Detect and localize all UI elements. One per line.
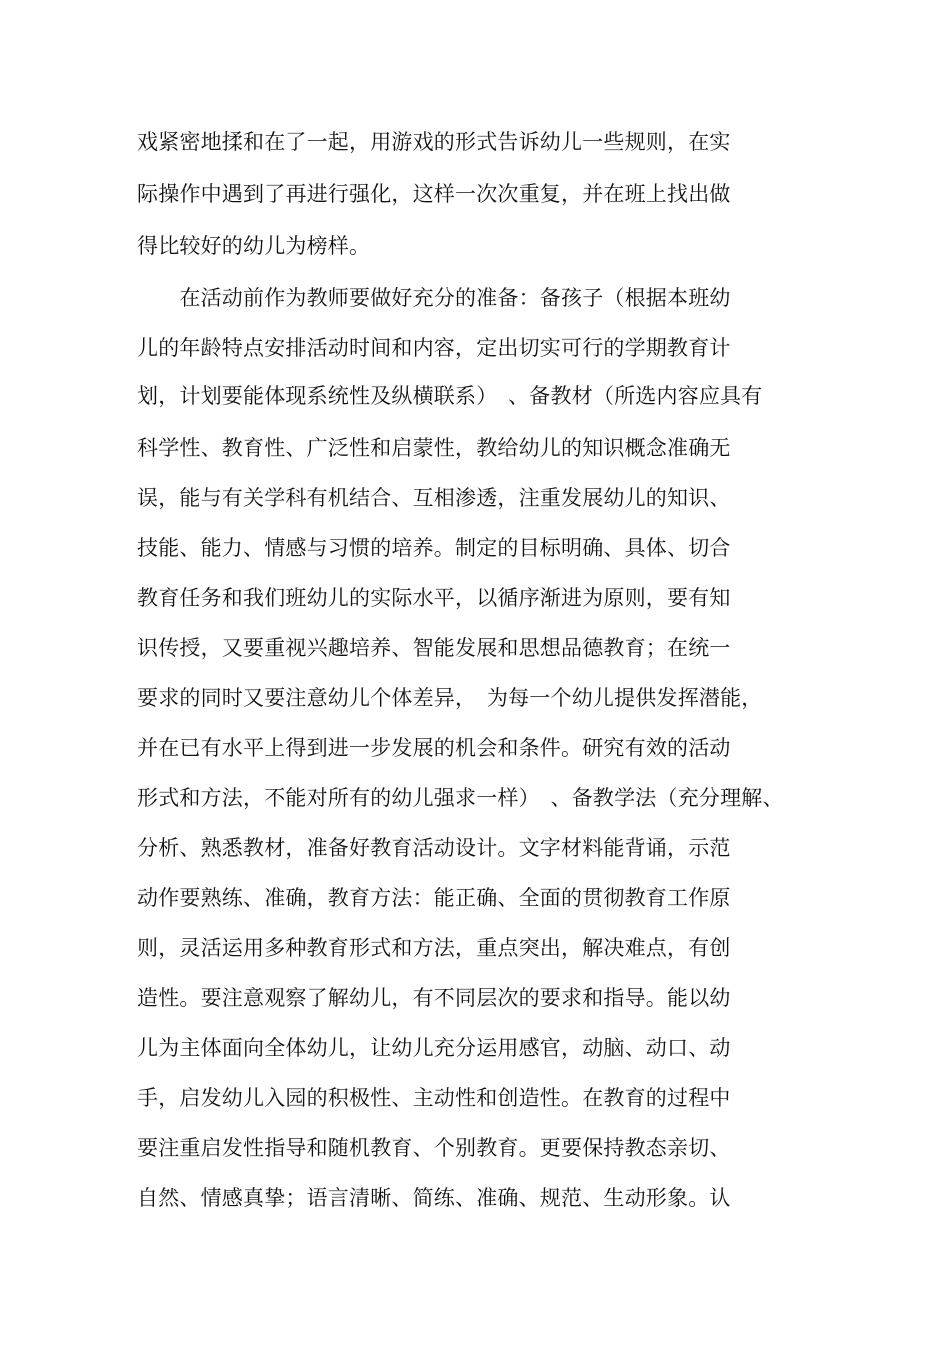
text-line-6: 划，计划要能体现系统性及纵横联系） 、备教材（所选内容应具有 — [137, 384, 763, 408]
text-line-16: 动作要熟练、准确，教育方法：能正确、全面的贯彻教育工作原 — [137, 886, 731, 910]
text-line-14: 形式和方法，不能对所有的幼儿强求一样） 、备教学法（充分理解、 — [137, 786, 784, 810]
text-line-21: 要注重启发性指导和随机教育、个别教育。更要保持教态亲切、 — [137, 1136, 731, 1160]
text-line-18: 造性。要注意观察了解幼儿，有不同层次的要求和指导。能以幼 — [137, 986, 731, 1010]
text-line-15: 分析、熟悉教材，准备好教育活动设计。文字材料能背诵，示范 — [137, 836, 731, 860]
text-line-2: 际操作中遇到了再进行强化，这样一次次重复，并在班上找出做 — [137, 182, 731, 206]
text-line-19: 儿为主体面向全体幼儿，让幼儿充分运用感官，动脑、动口、动 — [137, 1036, 731, 1060]
text-line-22: 自然、情感真挚；语言清晰、简练、准确、规范、生动形象。认 — [137, 1186, 731, 1210]
text-line-10: 教育任务和我们班幼儿的实际水平，以循序渐进为原则，要有知 — [137, 586, 731, 610]
text-line-20: 手，启发幼儿入园的积极性、主动性和创造性。在教育的过程中 — [137, 1086, 731, 1110]
text-line-4: 在活动前作为教师要做好充分的准备：备孩子（根据本班幼 — [137, 286, 731, 310]
text-line-13: 并在已有水平上得到进一步发展的机会和条件。研究有效的活动 — [137, 736, 731, 760]
text-line-11: 识传授，又要重视兴趣培养、智能发展和思想品德教育；在统一 — [137, 636, 731, 660]
text-line-5: 儿的年龄特点安排活动时间和内容，定出切实可行的学期教育计 — [137, 336, 731, 360]
text-line-3: 得比较好的幼儿为榜样。 — [137, 234, 371, 258]
text-line-12: 要求的同时又要注意幼儿个体差异， 为每一个幼儿提供发挥潜能， — [137, 686, 763, 710]
text-line-8: 误，能与有关学科有机结合、互相渗透，注重发展幼儿的知识、 — [137, 486, 731, 510]
text-line-9: 技能、能力、情感与习惯的培养。制定的目标明确、具体、切合 — [137, 536, 731, 560]
text-line-1: 戏紧密地揉和在了一起，用游戏的形式告诉幼儿一些规则，在实 — [137, 130, 731, 154]
text-line-17: 则，灵活运用多种教育形式和方法，重点突出，解决难点，有创 — [137, 936, 731, 960]
text-line-7: 科学性、教育性、广泛性和启蒙性，教给幼儿的知识概念准确无 — [137, 436, 731, 460]
